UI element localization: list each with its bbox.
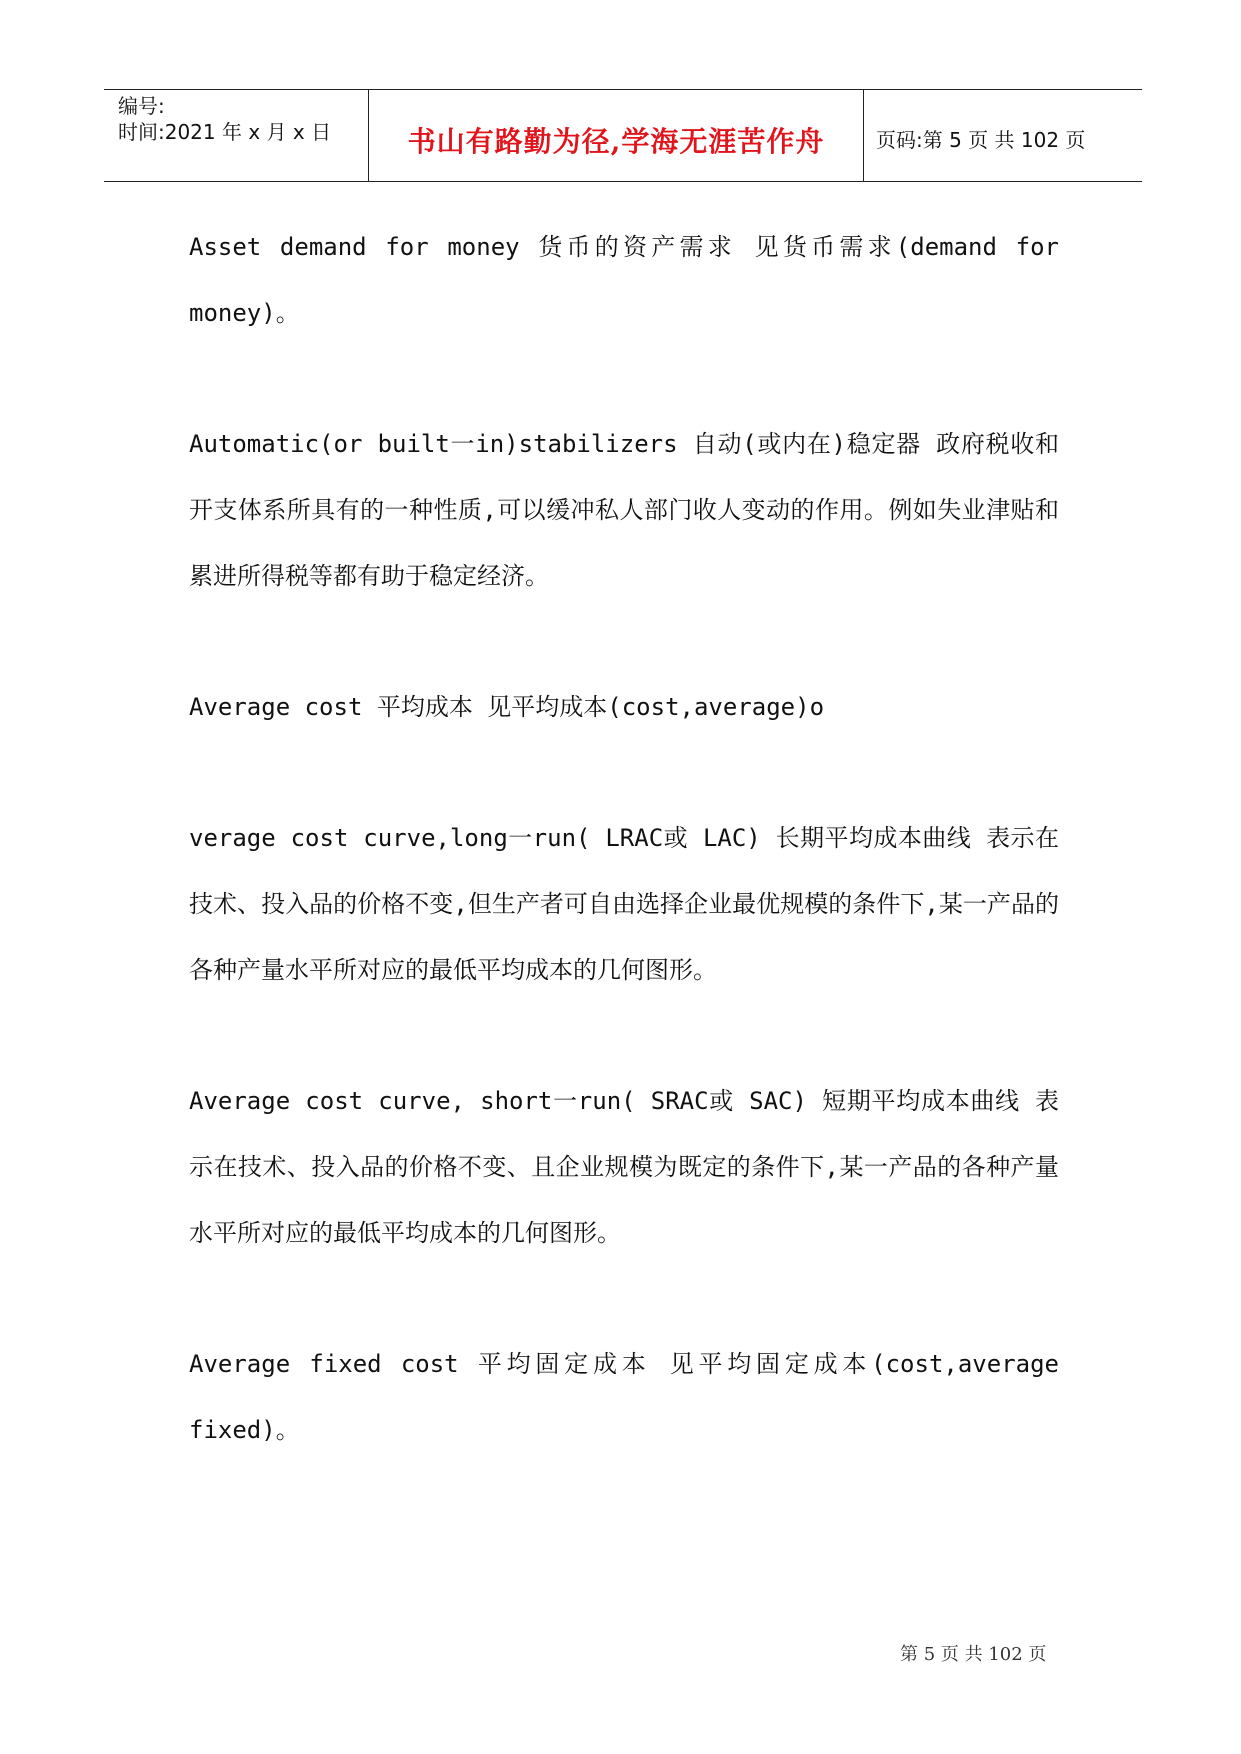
page-footer: 第 5 页 共 102 页 xyxy=(900,1644,1047,1665)
header-page-cell xyxy=(862,90,1142,181)
glossary-entry-average-cost: Average cost 平均成本 见平均成本(cost,average)o xyxy=(189,693,825,721)
glossary-entry-short-run-average-cost-curve: Average cost curve, short一run( SRAC或 SAC) 短期平均成本曲线 表示在技术、投入品的价格不变、且企业规模为既定的条件下,某一产品的各种产量水平所对应的最低平均成本的几何图形。 xyxy=(189,1087,1059,1247)
document-body xyxy=(189,214,1059,1528)
glossary-entry-automatic-stabilizers: Automatic(or built一in)stabilizers 自动(或内在)稳定器 政府税收和开支体系所具有的一种性质,可以缓冲私人部门收人变动的作用。例如失业津贴和累进所得税等都有助于稳定经济。 xyxy=(189,430,1059,590)
header-page-code: 页码:第 5 页 共 102 页 xyxy=(876,128,1086,152)
serial-number-label: 编号: xyxy=(118,94,165,118)
glossary-entry-asset-demand: Asset demand for money 货币的资产需求 见货币需求(demand for money)。 xyxy=(189,233,1059,327)
glossary-entry-long-run-average-cost-curve: verage cost curve,long一run( LRAC或 LAC) 长期平均成本曲线 表示在技术、投入品的价格不变,但生产者可自由选择企业最优规模的条件下,某一产品的各种产量水平所对应的最低平均成本的几何图形。 xyxy=(189,824,1059,984)
motto-text: 书山有路勤为径,学海无涯苦作舟 xyxy=(407,125,825,158)
header-info-cell xyxy=(104,90,368,181)
header-motto-cell xyxy=(368,90,864,181)
date-label: 时间:2021 年 x 月 x 日 xyxy=(118,120,332,144)
glossary-entry-average-fixed-cost: Average fixed cost 平均固定成本 见平均固定成本(cost,average fixed)。 xyxy=(189,1350,1059,1444)
document-header xyxy=(104,89,1142,182)
